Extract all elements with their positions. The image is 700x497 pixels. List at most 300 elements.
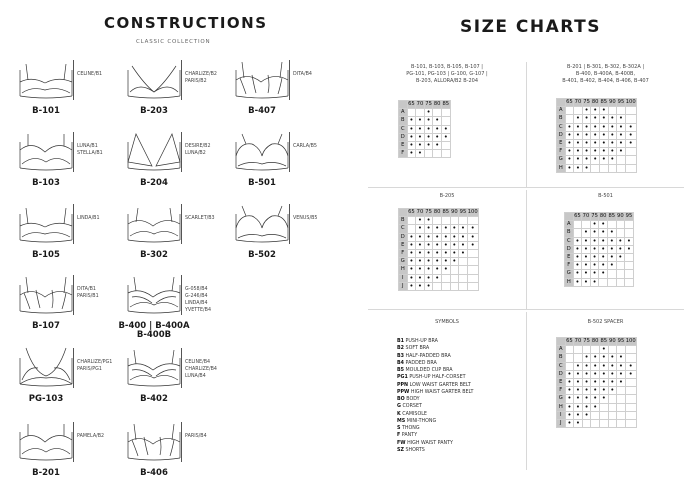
available-dot: •: [599, 395, 608, 403]
available-dot: •: [591, 156, 600, 164]
bra-illustration-icon: [16, 420, 76, 466]
band-size-header: 100: [625, 338, 636, 345]
band-size-header: 75: [591, 213, 598, 220]
empty-cell: [625, 354, 636, 362]
empty-cell: [407, 217, 416, 225]
bra-illustration-icon: [16, 202, 76, 248]
available-dot: •: [582, 370, 591, 378]
available-dot: •: [424, 117, 433, 125]
bra-illustration-icon: [16, 273, 76, 319]
available-dot: •: [625, 123, 636, 131]
available-dot: •: [565, 403, 574, 411]
empty-cell: [625, 156, 636, 164]
cup-size-header: G: [557, 156, 566, 164]
empty-cell: [459, 258, 468, 266]
empty-cell: [617, 395, 626, 403]
available-dot: •: [450, 249, 459, 257]
available-dot: •: [607, 229, 616, 237]
symbol-code: F: [397, 433, 401, 439]
table-row: [565, 229, 634, 237]
available-dot: •: [617, 378, 626, 386]
empty-cell: [441, 109, 450, 117]
model-divider: [181, 204, 182, 244]
symbol-code: B4: [397, 360, 404, 366]
model-divider: [289, 60, 290, 100]
empty-cell: [617, 403, 626, 411]
available-dot: •: [590, 229, 599, 237]
cup-size-header: D: [557, 370, 566, 378]
cup-size-header: C: [565, 237, 574, 245]
empty-cell: [467, 282, 478, 290]
available-dot: •: [617, 115, 626, 123]
empty-cell: [625, 278, 634, 286]
symbol-description: HALF-PADDED BRA: [404, 353, 451, 359]
available-dot: •: [591, 115, 600, 123]
empty-cell: [459, 282, 468, 290]
empty-cell: [459, 266, 468, 274]
band-size-header: 90: [609, 99, 616, 106]
empty-cell: [617, 156, 626, 164]
available-dot: •: [573, 237, 582, 245]
chart-b502-table: [556, 337, 637, 428]
available-dot: •: [407, 141, 416, 149]
available-dot: •: [574, 362, 583, 370]
available-dot: •: [433, 133, 442, 141]
available-dot: •: [407, 249, 416, 257]
cup-size-header: I: [399, 274, 408, 282]
construction-code: B-103: [32, 178, 60, 188]
symbol-code: B1: [397, 339, 404, 344]
empty-cell: [599, 403, 608, 411]
bra-illustration-icon: [124, 346, 184, 392]
available-dot: •: [433, 274, 442, 282]
available-dot: •: [459, 241, 468, 249]
chart-b101-title: B-101, B-103, B-105, B-107 | PG-101, PG-103 | G-100, G-107 | B-203, ALLORA/B2 B-204: [406, 64, 488, 84]
band-size-header: 85: [442, 101, 450, 108]
available-dot: •: [424, 233, 433, 241]
empty-cell: [625, 148, 636, 156]
bra-illustration-icon: [16, 130, 76, 176]
cup-size-header: F: [399, 249, 408, 257]
chart-b201-title: B-201 | B-301, B-302, B-302A | B-400, B-400A, B-400B, B-401, B-402, B-404, B-406, B-407: [562, 64, 649, 84]
cup-size-header: A: [557, 107, 566, 115]
available-dot: •: [565, 156, 574, 164]
available-dot: •: [599, 131, 608, 139]
available-dot: •: [416, 150, 425, 158]
symbol-item: [397, 403, 473, 410]
available-dot: •: [608, 362, 617, 370]
symbol-description: PUSH-UP BRA: [404, 339, 438, 344]
model-list: CARLA/B5: [293, 144, 317, 149]
available-dot: •: [599, 139, 608, 147]
cup-size-header: C: [557, 123, 566, 131]
available-dot: •: [441, 266, 450, 274]
chart-b205-title: B-205: [439, 193, 455, 199]
available-dot: •: [433, 266, 442, 274]
available-dot: •: [590, 237, 599, 245]
symbol-description: SOFT BRA: [404, 346, 430, 352]
corner-cell: [557, 338, 566, 346]
empty-cell: [608, 411, 617, 419]
band-size-header: 80: [599, 213, 607, 220]
empty-cell: [467, 258, 478, 266]
separator-horizontal: [368, 309, 684, 310]
available-dot: •: [565, 139, 574, 147]
available-dot: •: [582, 354, 591, 362]
band-size-header: 80: [433, 101, 441, 108]
model-list: PARIS/B4: [185, 434, 207, 439]
construction-code: B-400 | B-400A B-400B: [118, 321, 190, 340]
cup-size-header: E: [399, 241, 408, 249]
symbol-item: [397, 425, 473, 432]
symbol-description: CAMISOLE: [400, 411, 427, 417]
symbol-description: MINI-THONG: [405, 418, 437, 424]
empty-cell: [467, 274, 478, 282]
available-dot: •: [617, 139, 626, 147]
available-dot: •: [590, 245, 599, 253]
symbol-item: [397, 440, 473, 447]
model-list: DITA/B4: [293, 72, 312, 77]
separator-horizontal: [368, 187, 684, 188]
table-row: [557, 403, 637, 411]
symbols-title: SYMBOLS: [435, 319, 459, 325]
symbol-item: [397, 432, 473, 439]
empty-cell: [625, 411, 636, 419]
model-list: DITA/B1 PARIS/B1: [77, 287, 99, 299]
available-dot: •: [599, 370, 608, 378]
symbol-description: LOW WAIST GARTER BELT: [408, 382, 471, 388]
available-dot: •: [582, 262, 591, 270]
band-size-header: 95: [625, 213, 633, 220]
empty-cell: [625, 253, 634, 261]
symbol-item: [397, 418, 473, 425]
empty-cell: [617, 419, 626, 427]
available-dot: •: [582, 362, 591, 370]
bra-illustration-icon: [124, 420, 184, 466]
available-dot: •: [599, 229, 608, 237]
available-dot: •: [616, 245, 625, 253]
available-dot: •: [616, 253, 625, 261]
symbol-item: [397, 367, 473, 374]
available-dot: •: [617, 148, 626, 156]
available-dot: •: [433, 249, 442, 257]
bra-illustration-icon: [124, 202, 184, 248]
symbol-code: FW: [397, 440, 406, 446]
empty-cell: [608, 164, 617, 172]
available-dot: •: [416, 117, 425, 125]
available-dot: •: [565, 419, 574, 427]
available-dot: •: [441, 133, 450, 141]
symbol-code: PPN: [397, 382, 409, 388]
empty-cell: [625, 419, 636, 427]
available-dot: •: [591, 354, 600, 362]
model-divider: [73, 60, 74, 100]
symbol-description: PUSH-UP HALF-CORSET: [407, 375, 466, 381]
cup-size-header: C: [557, 362, 566, 370]
cup-size-header: F: [557, 148, 566, 156]
available-dot: •: [565, 411, 574, 419]
available-dot: •: [433, 258, 442, 266]
cup-size-header: D: [399, 233, 408, 241]
available-dot: •: [424, 133, 433, 141]
empty-cell: [608, 403, 617, 411]
band-size-header: 100: [467, 209, 478, 216]
available-dot: •: [416, 225, 425, 233]
empty-cell: [608, 419, 617, 427]
available-dot: •: [574, 164, 583, 172]
available-dot: •: [599, 115, 608, 123]
cup-size-header: B: [399, 117, 408, 125]
symbol-item: [397, 374, 473, 381]
available-dot: •: [450, 233, 459, 241]
available-dot: •: [565, 123, 574, 131]
model-list: CHARLIZE/PG1 PARIS/PG1: [77, 360, 113, 372]
empty-cell: [450, 266, 459, 274]
available-dot: •: [607, 253, 616, 261]
cup-size-header: F: [399, 150, 408, 158]
separator-vertical: [526, 312, 527, 470]
available-dot: •: [574, 395, 583, 403]
table-row: [565, 278, 634, 286]
symbol-item: [397, 345, 473, 352]
empty-cell: [459, 274, 468, 282]
empty-cell: [591, 411, 600, 419]
available-dot: •: [582, 278, 591, 286]
available-dot: •: [573, 253, 582, 261]
available-dot: •: [599, 245, 608, 253]
available-dot: •: [590, 270, 599, 278]
symbol-item: [397, 411, 473, 418]
available-dot: •: [599, 253, 608, 261]
corner-cell: [557, 99, 566, 107]
cup-size-header: B: [399, 217, 408, 225]
model-list: G-058/B4 G-246/B4 LINDA/B4 YVETTE/B4: [185, 287, 212, 313]
symbol-item: [397, 338, 473, 345]
empty-cell: [616, 262, 625, 270]
bra-illustration-icon: [232, 58, 292, 104]
available-dot: •: [459, 249, 468, 257]
available-dot: •: [574, 148, 583, 156]
empty-cell: [616, 221, 625, 229]
available-dot: •: [574, 156, 583, 164]
cup-size-header: F: [565, 262, 574, 270]
available-dot: •: [625, 370, 636, 378]
model-list: SCARLET/B3: [185, 216, 215, 221]
table-row: [557, 419, 637, 427]
available-dot: •: [424, 258, 433, 266]
empty-cell: [441, 282, 450, 290]
table-row: [399, 109, 451, 117]
available-dot: •: [599, 362, 608, 370]
empty-cell: [441, 141, 450, 149]
model-divider: [73, 348, 74, 388]
construction-code: B-107: [32, 321, 60, 331]
empty-cell: [607, 278, 616, 286]
available-dot: •: [617, 131, 626, 139]
construction-code: B-407: [248, 106, 276, 116]
available-dot: •: [591, 362, 600, 370]
model-list: DESIRE/B2 LUNA/B2: [185, 144, 211, 156]
cup-size-header: E: [399, 141, 408, 149]
empty-cell: [607, 270, 616, 278]
available-dot: •: [582, 229, 591, 237]
available-dot: •: [617, 362, 626, 370]
available-dot: •: [582, 237, 591, 245]
available-dot: •: [467, 233, 478, 241]
available-dot: •: [599, 346, 608, 354]
available-dot: •: [573, 262, 582, 270]
band-size-header: 90: [451, 209, 458, 216]
model-list: CELINE/B1: [77, 72, 103, 77]
cup-size-header: H: [557, 164, 566, 172]
available-dot: •: [416, 266, 425, 274]
empty-cell: [616, 229, 625, 237]
available-dot: •: [582, 107, 591, 115]
table-row: [399, 150, 451, 158]
empty-cell: [617, 387, 626, 395]
available-dot: •: [565, 148, 574, 156]
cup-size-header: H: [565, 278, 574, 286]
available-dot: •: [582, 156, 591, 164]
table-row: [399, 125, 451, 133]
available-dot: •: [416, 233, 425, 241]
available-dot: •: [582, 148, 591, 156]
available-dot: •: [459, 233, 468, 241]
available-dot: •: [407, 233, 416, 241]
empty-cell: [616, 278, 625, 286]
empty-cell: [450, 282, 459, 290]
symbol-description: PADDED BRA: [404, 360, 437, 366]
construction-code: B-406: [140, 468, 168, 478]
available-dot: •: [590, 253, 599, 261]
cup-size-header: I: [557, 411, 566, 419]
band-size-header: 85: [442, 209, 450, 216]
available-dot: •: [416, 249, 425, 257]
cup-size-header: G: [565, 270, 574, 278]
empty-cell: [625, 387, 636, 395]
symbol-description: PANTY: [400, 433, 418, 439]
construction-code: B-302: [140, 250, 168, 260]
model-divider: [181, 348, 182, 388]
empty-cell: [573, 221, 582, 229]
available-dot: •: [590, 221, 599, 229]
available-dot: •: [607, 237, 616, 245]
available-dot: •: [582, 378, 591, 386]
empty-cell: [565, 107, 574, 115]
band-size-header: 65: [408, 101, 415, 108]
available-dot: •: [599, 237, 608, 245]
band-size-header: 75: [583, 338, 590, 345]
symbol-description: CORSET: [400, 404, 422, 410]
model-divider: [181, 422, 182, 462]
empty-cell: [599, 411, 608, 419]
construction-code: B-101: [32, 106, 60, 116]
symbols-list: [397, 338, 473, 454]
table-row: [399, 282, 479, 290]
symbol-item: [397, 396, 473, 403]
empty-cell: [424, 150, 433, 158]
empty-cell: [625, 403, 636, 411]
symbol-description: HIGH WAIST PANTY: [405, 440, 453, 446]
empty-cell: [625, 270, 634, 278]
empty-cell: [625, 346, 636, 354]
cup-size-header: B: [557, 354, 566, 362]
symbol-item: [397, 389, 473, 396]
cup-size-header: B: [565, 229, 574, 237]
available-dot: •: [416, 125, 425, 133]
available-dot: •: [582, 253, 591, 261]
available-dot: •: [582, 115, 591, 123]
available-dot: •: [590, 262, 599, 270]
band-size-header: 70: [416, 101, 424, 108]
empty-cell: [625, 262, 634, 270]
band-size-header: 75: [425, 209, 432, 216]
construction-code: B-105: [32, 250, 60, 260]
available-dot: •: [617, 354, 626, 362]
bra-illustration-icon: [16, 346, 76, 392]
cup-size-header: J: [557, 419, 566, 427]
available-dot: •: [433, 225, 442, 233]
empty-cell: [625, 221, 634, 229]
symbol-description: MOULDED CUP BRA: [404, 368, 453, 373]
empty-cell: [625, 395, 636, 403]
available-dot: •: [441, 241, 450, 249]
cup-size-header: A: [399, 109, 408, 117]
available-dot: •: [591, 131, 600, 139]
available-dot: •: [573, 270, 582, 278]
band-size-header: 75: [583, 99, 590, 106]
band-size-header: 85: [600, 338, 608, 345]
symbol-code: SZ: [397, 447, 404, 453]
available-dot: •: [599, 387, 608, 395]
construction-code: B-204: [140, 178, 168, 188]
band-size-header: 80: [591, 99, 599, 106]
available-dot: •: [450, 258, 459, 266]
available-dot: •: [608, 115, 617, 123]
available-dot: •: [424, 241, 433, 249]
available-dot: •: [582, 123, 591, 131]
table-row: [399, 274, 479, 282]
available-dot: •: [574, 123, 583, 131]
available-dot: •: [467, 225, 478, 233]
available-dot: •: [433, 117, 442, 125]
available-dot: •: [582, 403, 591, 411]
band-size-header: 100: [625, 99, 636, 106]
construction-code: B-502: [248, 250, 276, 260]
cup-size-header: A: [565, 221, 574, 229]
symbol-description: SHORTS: [403, 447, 425, 453]
available-dot: •: [591, 139, 600, 147]
available-dot: •: [565, 395, 574, 403]
available-dot: •: [433, 141, 442, 149]
available-dot: •: [591, 395, 600, 403]
empty-cell: [617, 411, 626, 419]
available-dot: •: [416, 274, 425, 282]
corner-cell: [399, 209, 408, 217]
available-dot: •: [424, 225, 433, 233]
symbol-code: PPW: [397, 389, 410, 395]
bra-illustration-icon: [124, 130, 184, 176]
available-dot: •: [407, 282, 416, 290]
table-row: [399, 266, 479, 274]
available-dot: •: [574, 403, 583, 411]
available-dot: •: [591, 403, 600, 411]
available-dot: •: [574, 131, 583, 139]
cup-size-header: B: [557, 115, 566, 123]
construction-code: B-501: [248, 178, 276, 188]
available-dot: •: [574, 378, 583, 386]
constructions-subtitle: CLASSIC COLLECTION: [136, 39, 211, 45]
